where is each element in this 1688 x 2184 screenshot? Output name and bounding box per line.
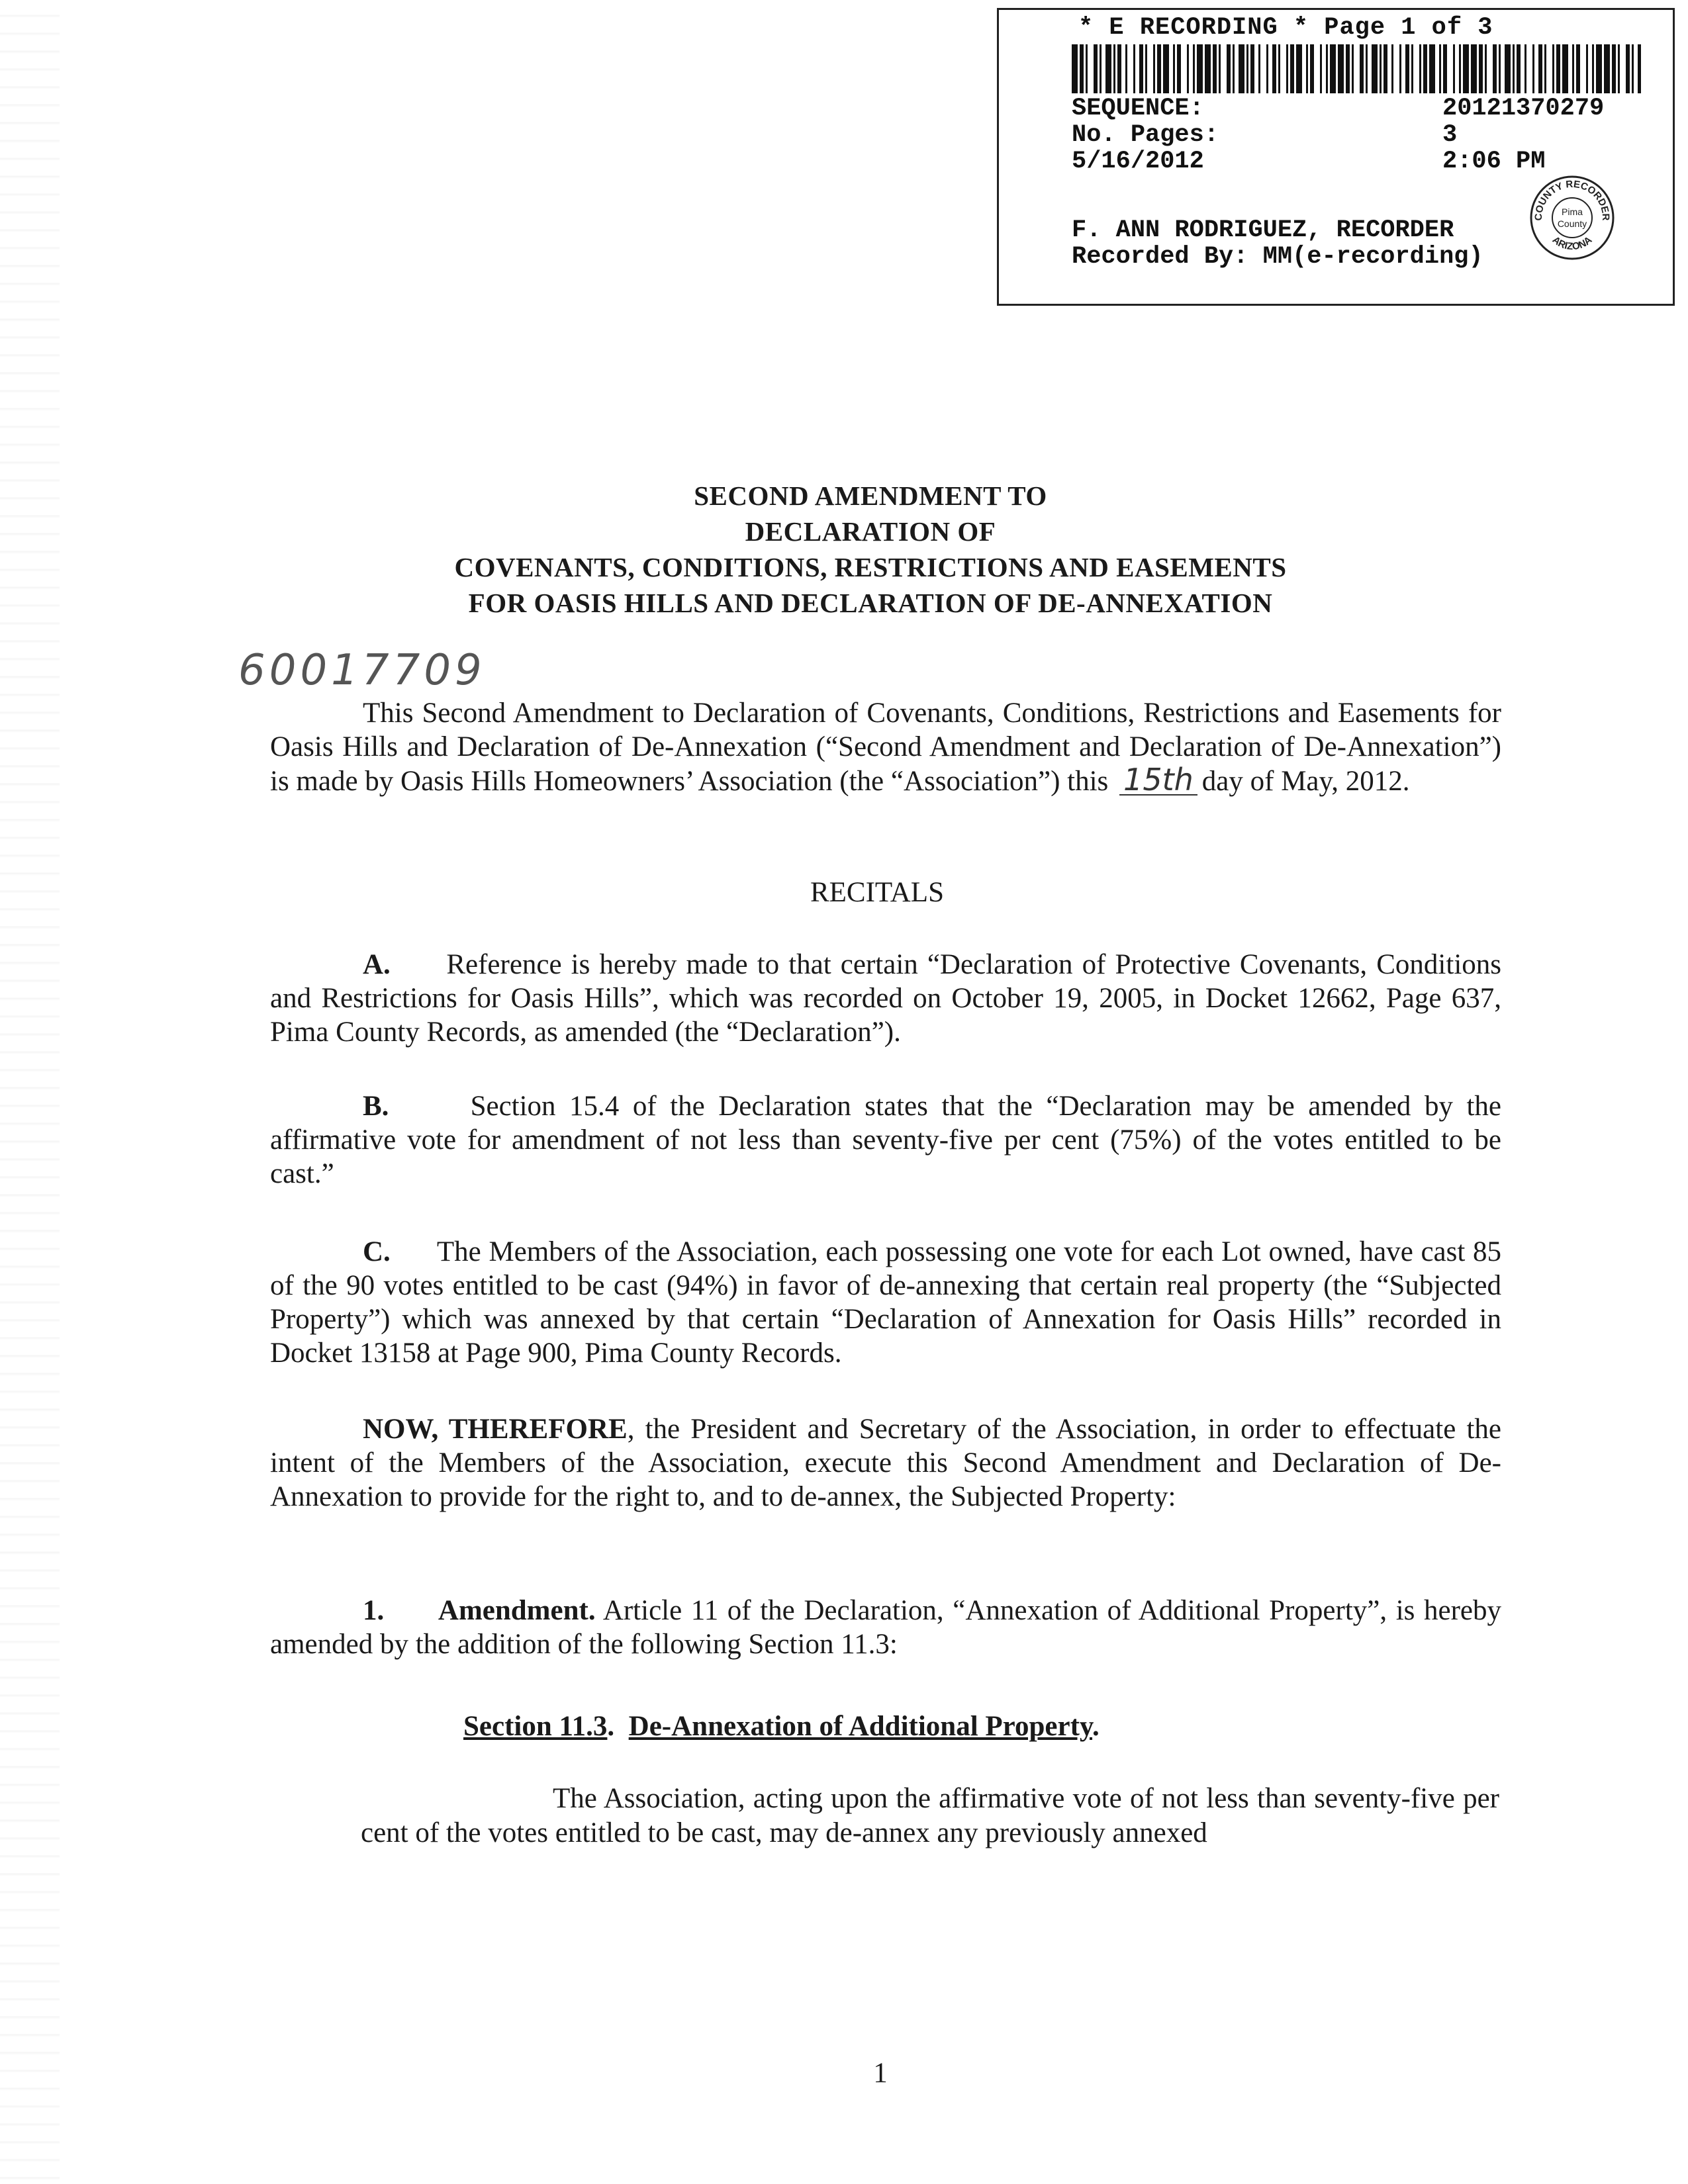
amendment-text: Article 11 of the Declaration, “Annexation of Additional Property”, is hereby amended by the addition of the following Section 11.3: <box>270 1595 1501 1660</box>
intro-text-after: day of May, 2012. <box>1201 766 1410 797</box>
handwritten-number-text: 60017709 <box>238 646 486 695</box>
handwritten-day-text: 15th <box>1119 765 1197 796</box>
seal-center-1: Pima <box>1562 206 1583 217</box>
document-title <box>0 478 1688 621</box>
stamp-date-row <box>1072 148 1546 175</box>
section-11-3-paragraph <box>361 1782 1499 1850</box>
sequence-label: SEQUENCE: <box>1072 95 1204 122</box>
recorder-name: F. ANN RODRIGUEZ, RECORDER <box>1072 216 1454 244</box>
stamp-sequence-row <box>1072 95 1605 122</box>
record-time: 2:06 PM <box>1442 148 1546 175</box>
page-number: 1 <box>873 2058 888 2089</box>
title-line-3: COVENANTS, CONDITIONS, RESTRICTIONS AND EASEMENTS <box>454 552 1287 582</box>
title-line-4: FOR OASIS HILLS AND DECLARATION OF DE-ANNEXATION <box>468 588 1273 618</box>
recital-b-text: Section 15.4 of the Declaration states that the “Declaration may be amended by the affirmative vote for amendment of not less than seventy-five per cent (75%) of the votes entitled to be cast.” <box>270 1091 1502 1189</box>
amendment-label: Amendment. <box>438 1595 596 1626</box>
amendment-paragraph <box>270 1594 1501 1661</box>
section-11-3-text: The Association, acting upon the affirmative vote of not less than seventy-five per cent of the votes entitled to be cast, may de-annex any previously annexed <box>361 1783 1499 1848</box>
handwritten-number <box>236 643 514 696</box>
stamp-header: * E RECORDING * Page 1 of 3 <box>1078 14 1493 42</box>
recorded-by: Recorded By: MM(e-recording) <box>1072 243 1483 271</box>
county-seal-icon <box>1528 174 1616 261</box>
now-therefore-text: , the President and Secretary of the Association, in order to effectuate the intent of the Members of the Association, execute this Second Amendment and Declaration of De-Annexation to provide for the right to, and to de-annex, the Subjected Property: <box>270 1414 1501 1512</box>
recitals-heading: RECITALS <box>810 877 944 908</box>
title-line-2: DECLARATION OF <box>745 516 996 547</box>
seal-center-2: County <box>1557 218 1587 229</box>
title-line-1: SECOND AMENDMENT TO <box>694 480 1047 511</box>
recital-a <box>270 948 1501 1049</box>
now-therefore-label: NOW, THEREFORE <box>363 1414 628 1445</box>
seal-bottom-text: ARIZONA <box>1550 234 1595 253</box>
handwritten-day <box>1115 764 1195 796</box>
pages-value: 3 <box>1442 121 1458 149</box>
record-date: 5/16/2012 <box>1072 148 1204 175</box>
intro-text-before: This Second Amendment to Declaration of Covenants, Conditions, Restrictions and Easements for Oasis Hills and Declaration of De-Annexation (“Second Amendment and Declaration of De-Annexation”) is made by Oasis Hills Homeowners’ Association (the “Association”) this <box>270 698 1501 797</box>
amendment-number: 1. <box>363 1595 385 1626</box>
section-11-3-heading: Section 11.3. De-Annexation of Additional Property. <box>463 1711 1100 1742</box>
sequence-value: 20121370279 <box>1442 95 1605 122</box>
intro-paragraph <box>270 696 1501 798</box>
recital-a-text: Reference is hereby made to that certain “Declaration of Protective Covenants, Conditions and Restrictions for Oasis Hills”, which was recorded on October 19, 2005, in Docket 12662, Page 637, Pima County Records, as amended (the “Declaration”). <box>270 949 1502 1048</box>
scan-edge-artifact <box>0 0 60 2184</box>
pages-label: No. Pages: <box>1072 121 1219 149</box>
seal-top-text: COUNTY RECORDER <box>1532 178 1612 221</box>
section-11-3-number: Section 11.3 <box>463 1711 608 1742</box>
section-11-3-title: De-Annexation of Additional Property <box>628 1711 1093 1742</box>
recital-b <box>270 1089 1501 1191</box>
recital-c <box>270 1235 1501 1370</box>
recital-c-text: The Members of the Association, each possessing one vote for each Lot owned, have cast 85 of the 90 votes entitled to be cast (94%) in favor of de-annexing that certain real property (the “Subjected Property”) which was annexed by that certain “Declaration of Annexation for Oasis Hills” recorded in Docket 13158 at Page 900, Pima County Records. <box>270 1236 1501 1369</box>
barcode <box>1072 44 1641 93</box>
recital-a-label: A. <box>363 949 391 980</box>
now-therefore-paragraph <box>270 1412 1501 1514</box>
recital-c-label: C. <box>363 1236 391 1267</box>
stamp-pages-row <box>1072 121 1458 149</box>
recording-stamp <box>997 8 1675 306</box>
recital-b-label: B. <box>363 1091 389 1122</box>
